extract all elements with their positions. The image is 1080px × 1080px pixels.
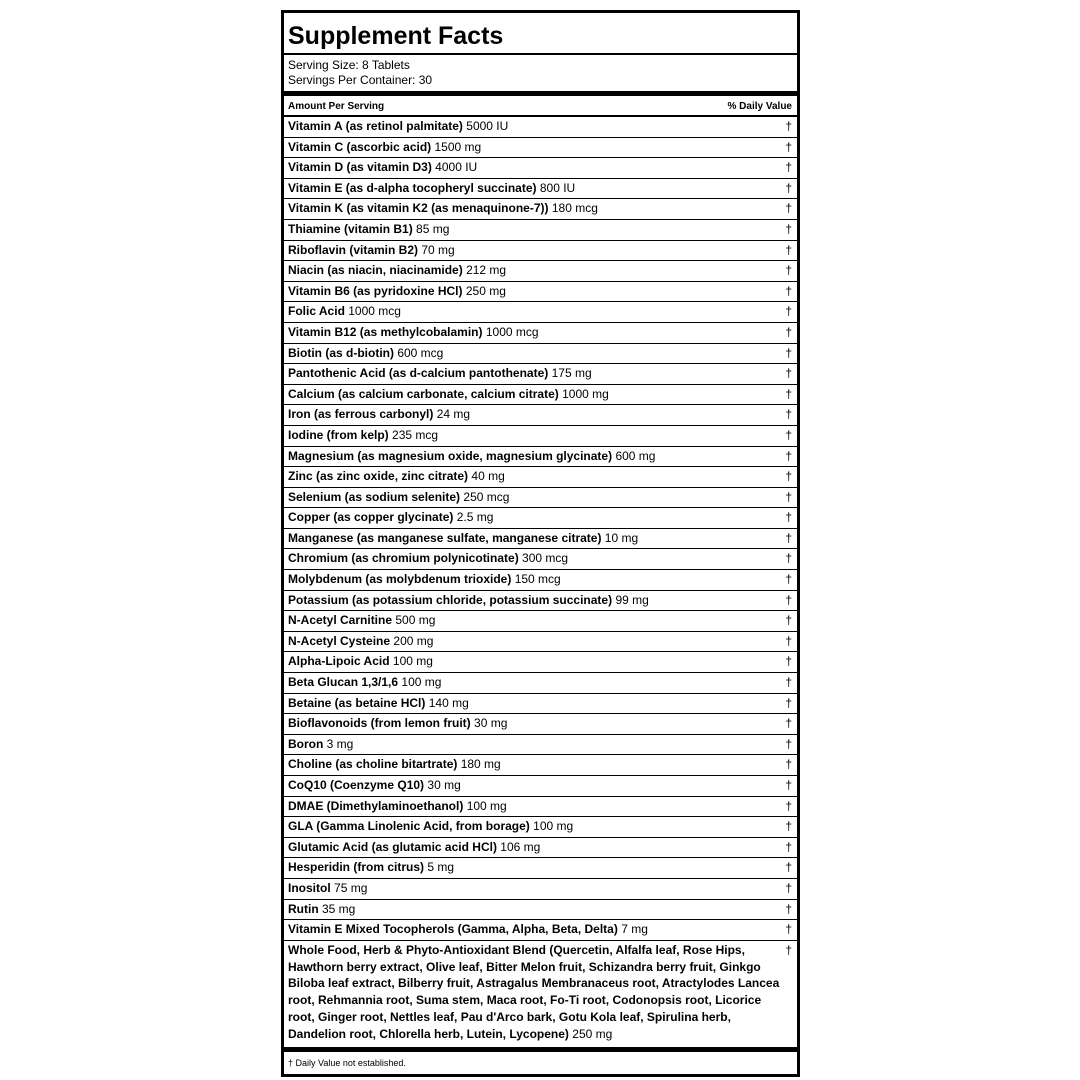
nutrient-row xyxy=(284,735,797,756)
daily-value-mark: † xyxy=(785,510,792,525)
blend-text xyxy=(288,942,788,1043)
nutrient-row xyxy=(284,673,797,694)
amount-per-serving-header: Amount Per Serving xyxy=(288,101,385,112)
nutrient-name: Folic Acid xyxy=(288,304,345,319)
nutrient-name: Molybdenum (as molybdenum trioxide) xyxy=(288,572,512,587)
nutrient-amount: 180 mg xyxy=(460,757,501,772)
nutrient-row xyxy=(284,488,797,509)
nutrient-text xyxy=(288,385,777,404)
nutrient-row xyxy=(284,652,797,673)
nutrient-amount: 250 mcg xyxy=(463,489,510,504)
nutrient-name: Bioflavonoids (from lemon fruit) xyxy=(288,716,471,731)
nutrient-name: GLA (Gamma Linolenic Acid, from borage) xyxy=(288,819,530,834)
nutrient-text xyxy=(288,591,777,610)
nutrient-name: Iron (as ferrous carbonyl) xyxy=(288,407,434,422)
nutrient-text xyxy=(288,179,777,198)
nutrient-name: Vitamin K (as vitamin K2 (as menaquinone-7)) xyxy=(288,201,549,216)
nutrient-row xyxy=(284,797,797,818)
nutrient-amount: 2.5 mg xyxy=(456,510,494,525)
daily-value-mark: † xyxy=(785,386,792,401)
daily-value-mark: † xyxy=(785,695,792,710)
nutrient-amount: 1000 mg xyxy=(562,386,609,401)
nutrient-row xyxy=(284,138,797,159)
nutrient-name: Vitamin D (as vitamin D3) xyxy=(288,160,432,175)
nutrient-name: Vitamin E (as d-alpha tocopheryl succinate) xyxy=(288,180,537,195)
nutrient-text xyxy=(288,508,777,527)
nutrient-name: Inositol xyxy=(288,880,331,895)
nutrient-amount: 1000 mcg xyxy=(485,324,539,339)
nutrient-text xyxy=(288,405,777,424)
daily-value-mark: † xyxy=(785,819,792,834)
nutrient-row xyxy=(284,323,797,344)
nutrient-name: Rutin xyxy=(288,901,319,916)
nutrient-row xyxy=(284,302,797,323)
daily-value-mark: † xyxy=(785,283,792,298)
nutrient-amount: 100 mg xyxy=(392,654,433,669)
nutrient-amount: 100 mg xyxy=(533,819,574,834)
nutrient-row xyxy=(284,755,797,776)
nutrient-name: Copper (as copper glycinate) xyxy=(288,510,454,525)
nutrient-amount: 99 mg xyxy=(615,592,649,607)
nutrient-text xyxy=(288,117,777,136)
nutrient-row xyxy=(284,817,797,838)
nutrient-amount: 40 mg xyxy=(471,469,505,484)
nutrient-text xyxy=(288,611,777,630)
nutrient-text xyxy=(288,302,777,321)
nutrient-name: Boron xyxy=(288,736,324,751)
nutrient-name: Chromium (as chromium polynicotinate) xyxy=(288,551,519,566)
nutrient-row xyxy=(284,879,797,900)
nutrient-row xyxy=(284,776,797,797)
nutrient-name: Vitamin A (as retinol palmitate) xyxy=(288,119,463,133)
nutrient-amount: 300 mcg xyxy=(522,551,569,566)
daily-value-mark: † xyxy=(785,654,792,669)
nutrient-amount: 250 mg xyxy=(465,283,506,298)
daily-value-mark: † xyxy=(785,263,792,278)
nutrient-amount: 24 mg xyxy=(436,407,471,422)
nutrient-amount: 140 mg xyxy=(428,695,469,710)
nutrient-name: Pantothenic Acid (as d-calcium pantothenate) xyxy=(288,366,549,381)
daily-value-mark: † xyxy=(785,242,792,257)
nutrient-text xyxy=(288,261,777,280)
nutrient-text xyxy=(288,138,777,157)
nutrient-amount: 70 mg xyxy=(421,242,455,257)
nutrient-text xyxy=(288,549,777,568)
daily-value-mark: † xyxy=(785,530,792,545)
nutrient-row xyxy=(284,158,797,179)
nutrient-name: Hesperidin (from citrus) xyxy=(288,860,425,875)
nutrient-row xyxy=(284,220,797,241)
daily-value-mark: † xyxy=(785,407,792,422)
nutrient-row xyxy=(284,426,797,447)
nutrient-name: Manganese (as manganese sulfate, manganese citrate) xyxy=(288,530,602,545)
nutrient-row xyxy=(284,591,797,612)
daily-value-mark: † xyxy=(785,221,792,236)
nutrient-amount: 7 mg xyxy=(621,922,648,937)
nutrient-text xyxy=(288,900,777,919)
daily-value-mark: † xyxy=(785,366,792,381)
title-divider xyxy=(284,53,797,55)
nutrient-name: Niacin (as niacin, niacinamide) xyxy=(288,263,463,278)
nutrient-amount: 180 mcg xyxy=(551,201,598,216)
panel-title: Supplement Facts xyxy=(288,22,504,50)
nutrient-amount: 200 mg xyxy=(393,633,434,648)
daily-value-mark: † xyxy=(785,160,792,175)
nutrient-name: Beta Glucan 1,3/1,6 xyxy=(288,675,399,690)
nutrient-row xyxy=(284,838,797,859)
nutrient-text xyxy=(288,838,777,857)
daily-value-mark: † xyxy=(785,860,792,875)
nutrient-name: Vitamin C (ascorbic acid) xyxy=(288,139,432,154)
nutrient-text xyxy=(288,158,777,177)
thick-divider-bottom xyxy=(284,1047,797,1052)
nutrient-name: Iodine (from kelp) xyxy=(288,427,389,442)
daily-value-mark: † xyxy=(785,613,792,628)
daily-value-mark: † xyxy=(785,469,792,484)
nutrient-amount: 5000 IU xyxy=(466,119,509,133)
daily-value-mark: † xyxy=(785,736,792,751)
daily-value-mark: † xyxy=(785,633,792,648)
daily-value-mark: † xyxy=(785,592,792,607)
nutrient-row xyxy=(284,364,797,385)
nutrient-text xyxy=(288,467,777,486)
nutrient-amount: 85 mg xyxy=(416,221,450,236)
nutrient-text xyxy=(288,694,777,713)
nutrient-name: Thiamine (vitamin B1) xyxy=(288,221,413,236)
daily-value-mark: † xyxy=(785,572,792,587)
nutrient-amount: 175 mg xyxy=(551,366,592,381)
nutrient-amount: 100 mg xyxy=(401,675,442,690)
nutrient-name: Magnesium (as magnesium oxide, magnesium glycinate) xyxy=(288,448,613,463)
nutrient-row xyxy=(284,241,797,262)
nutrient-text xyxy=(288,817,777,836)
nutrient-name: Calcium (as calcium carbonate, calcium citrate) xyxy=(288,386,559,401)
serving-size: Serving Size: 8 Tablets xyxy=(288,58,410,72)
nutrient-row xyxy=(284,199,797,220)
nutrient-row xyxy=(284,920,797,941)
nutrient-text xyxy=(288,241,777,260)
nutrient-amount: 5 mg xyxy=(427,860,455,875)
supplement-facts-panel xyxy=(281,10,800,1077)
daily-value-mark: † xyxy=(785,304,792,319)
nutrient-text xyxy=(288,755,777,774)
nutrient-amount: 1000 mcg xyxy=(348,304,401,319)
nutrient-text xyxy=(288,570,777,589)
blend-amount: 250 mg xyxy=(572,1026,613,1041)
daily-value-mark: † xyxy=(785,448,792,463)
nutrient-amount: 1500 mg xyxy=(434,139,482,154)
nutrient-text xyxy=(288,735,777,754)
nutrient-name: Riboflavin (vitamin B2) xyxy=(288,242,419,257)
nutrient-row xyxy=(284,570,797,591)
nutrient-amount: 75 mg xyxy=(334,880,368,895)
daily-value-mark: † xyxy=(785,489,792,504)
nutrient-amount: 800 IU xyxy=(539,180,576,195)
nutrient-amount: 212 mg xyxy=(466,263,507,278)
nutrient-name: Potassium (as potassium chloride, potassium succinate) xyxy=(288,592,613,607)
nutrient-row xyxy=(284,385,797,406)
nutrient-amount: 30 mg xyxy=(474,716,508,731)
nutrient-text xyxy=(288,797,777,816)
nutrient-row xyxy=(284,632,797,653)
daily-value-header: % Daily Value xyxy=(727,101,792,112)
nutrient-name: Alpha-Lipoic Acid xyxy=(288,654,390,669)
nutrient-name: Biotin (as d-biotin) xyxy=(288,345,394,360)
nutrient-text xyxy=(288,220,777,239)
daily-value-mark: † xyxy=(785,839,792,854)
nutrient-text xyxy=(288,344,777,363)
nutrient-text xyxy=(288,858,777,877)
nutrient-row xyxy=(284,261,797,282)
nutrient-amount: 600 mcg xyxy=(397,345,444,360)
daily-value-mark: † xyxy=(785,901,792,916)
nutrient-text xyxy=(288,426,777,445)
daily-value-mark: † xyxy=(785,942,792,957)
nutrient-amount: 100 mg xyxy=(466,798,507,813)
nutrient-name: Vitamin E Mixed Tocopherols (Gamma, Alpha, Beta, Delta) xyxy=(288,922,618,937)
daily-value-mark: † xyxy=(785,119,792,133)
nutrient-text xyxy=(288,323,777,342)
nutrient-amount: 10 mg xyxy=(604,530,639,545)
nutrient-amount: 150 mcg xyxy=(514,572,561,587)
nutrient-text xyxy=(288,632,777,651)
daily-value-mark: † xyxy=(785,324,792,339)
nutrient-text xyxy=(288,199,777,218)
nutrient-row xyxy=(284,529,797,550)
nutrient-row xyxy=(284,179,797,200)
daily-value-mark: † xyxy=(785,180,792,195)
nutrient-row xyxy=(284,467,797,488)
nutrient-amount: 500 mg xyxy=(395,613,436,628)
serving-info xyxy=(288,58,432,88)
nutrient-row xyxy=(284,694,797,715)
nutrient-text xyxy=(288,529,777,548)
nutrient-row xyxy=(284,714,797,735)
daily-value-mark: † xyxy=(785,139,792,154)
nutrient-row xyxy=(284,344,797,365)
nutrient-name: N-Acetyl Carnitine xyxy=(288,613,393,628)
nutrient-text xyxy=(288,282,777,301)
daily-value-mark: † xyxy=(785,716,792,731)
nutrient-name: N-Acetyl Cysteine xyxy=(288,633,391,648)
nutrient-amount: 3 mg xyxy=(326,736,354,751)
nutrient-row xyxy=(284,508,797,529)
nutrient-amount: 30 mg xyxy=(427,778,461,792)
nutrient-amount: 106 mg xyxy=(500,839,541,854)
blend-name: Whole Food, Herb & Phyto-Antioxidant Blend (Quercetin, Alfalfa leaf, Rose Hips, Hawthorn berry extract, Olive leaf, Bitter Melon fruit, Schizandra berry fruit, Ginkgo Biloba leaf extract, Bilberry fruit, Astragalus Membranaceus root, Atractylodes Lancea root, Rehmannia root, Suma stem, Maca root, Fo-Ti root, Codonopsis root, Licorice root, Ginger root, Nettles leaf, Pau d'Arco bark, Gotu Kola leaf, Spirulina herb, Dandelion root, Chlorella herb, Lutein, Lycopene) xyxy=(288,942,780,1041)
nutrient-row xyxy=(284,900,797,921)
footnote: † Daily Value not established. xyxy=(288,1058,406,1068)
nutrient-text xyxy=(288,776,777,795)
nutrient-amount: 235 mcg xyxy=(392,427,439,442)
nutrient-row xyxy=(284,405,797,426)
daily-value-mark: † xyxy=(785,551,792,566)
nutrient-amount: 600 mg xyxy=(615,448,656,463)
nutrient-name: CoQ10 (Coenzyme Q10) xyxy=(288,778,425,792)
nutrient-row xyxy=(284,611,797,632)
nutrient-text xyxy=(288,488,777,507)
nutrient-text xyxy=(288,447,777,466)
nutrient-row xyxy=(284,282,797,303)
daily-value-mark: † xyxy=(785,880,792,895)
nutrient-rows xyxy=(284,117,797,1043)
thick-divider-top xyxy=(284,91,797,96)
nutrient-amount: 35 mg xyxy=(322,901,356,916)
nutrient-text xyxy=(288,879,777,898)
nutrient-text xyxy=(288,920,777,939)
servings-per-container: Servings Per Container: 30 xyxy=(288,73,433,87)
nutrient-row xyxy=(284,117,797,138)
nutrient-name: Vitamin B12 (as methylcobalamin) xyxy=(288,324,483,339)
nutrient-name: Vitamin B6 (as pyridoxine HCl) xyxy=(288,283,463,298)
daily-value-mark: † xyxy=(785,798,792,813)
nutrient-name: Choline (as choline bitartrate) xyxy=(288,757,458,772)
daily-value-mark: † xyxy=(785,345,792,360)
daily-value-mark: † xyxy=(785,675,792,690)
nutrient-text xyxy=(288,364,777,383)
nutrient-name: Zinc (as zinc oxide, zinc citrate) xyxy=(288,469,469,484)
daily-value-mark: † xyxy=(785,778,792,792)
nutrient-name: DMAE (Dimethylaminoethanol) xyxy=(288,798,464,813)
nutrient-name: Betaine (as betaine HCl) xyxy=(288,695,426,710)
daily-value-mark: † xyxy=(785,922,792,937)
daily-value-mark: † xyxy=(785,427,792,442)
nutrient-amount: 4000 IU xyxy=(435,160,478,175)
nutrient-row xyxy=(284,858,797,879)
nutrient-row xyxy=(284,447,797,468)
nutrient-name: Glutamic Acid (as glutamic acid HCl) xyxy=(288,839,497,854)
nutrient-text xyxy=(288,714,777,733)
daily-value-mark: † xyxy=(785,757,792,772)
nutrient-text xyxy=(288,652,777,671)
nutrient-row xyxy=(284,549,797,570)
nutrient-name: Selenium (as sodium selenite) xyxy=(288,489,461,504)
daily-value-mark: † xyxy=(785,201,792,216)
nutrient-text xyxy=(288,673,777,692)
blend-row xyxy=(284,941,797,1043)
column-header xyxy=(288,98,792,115)
